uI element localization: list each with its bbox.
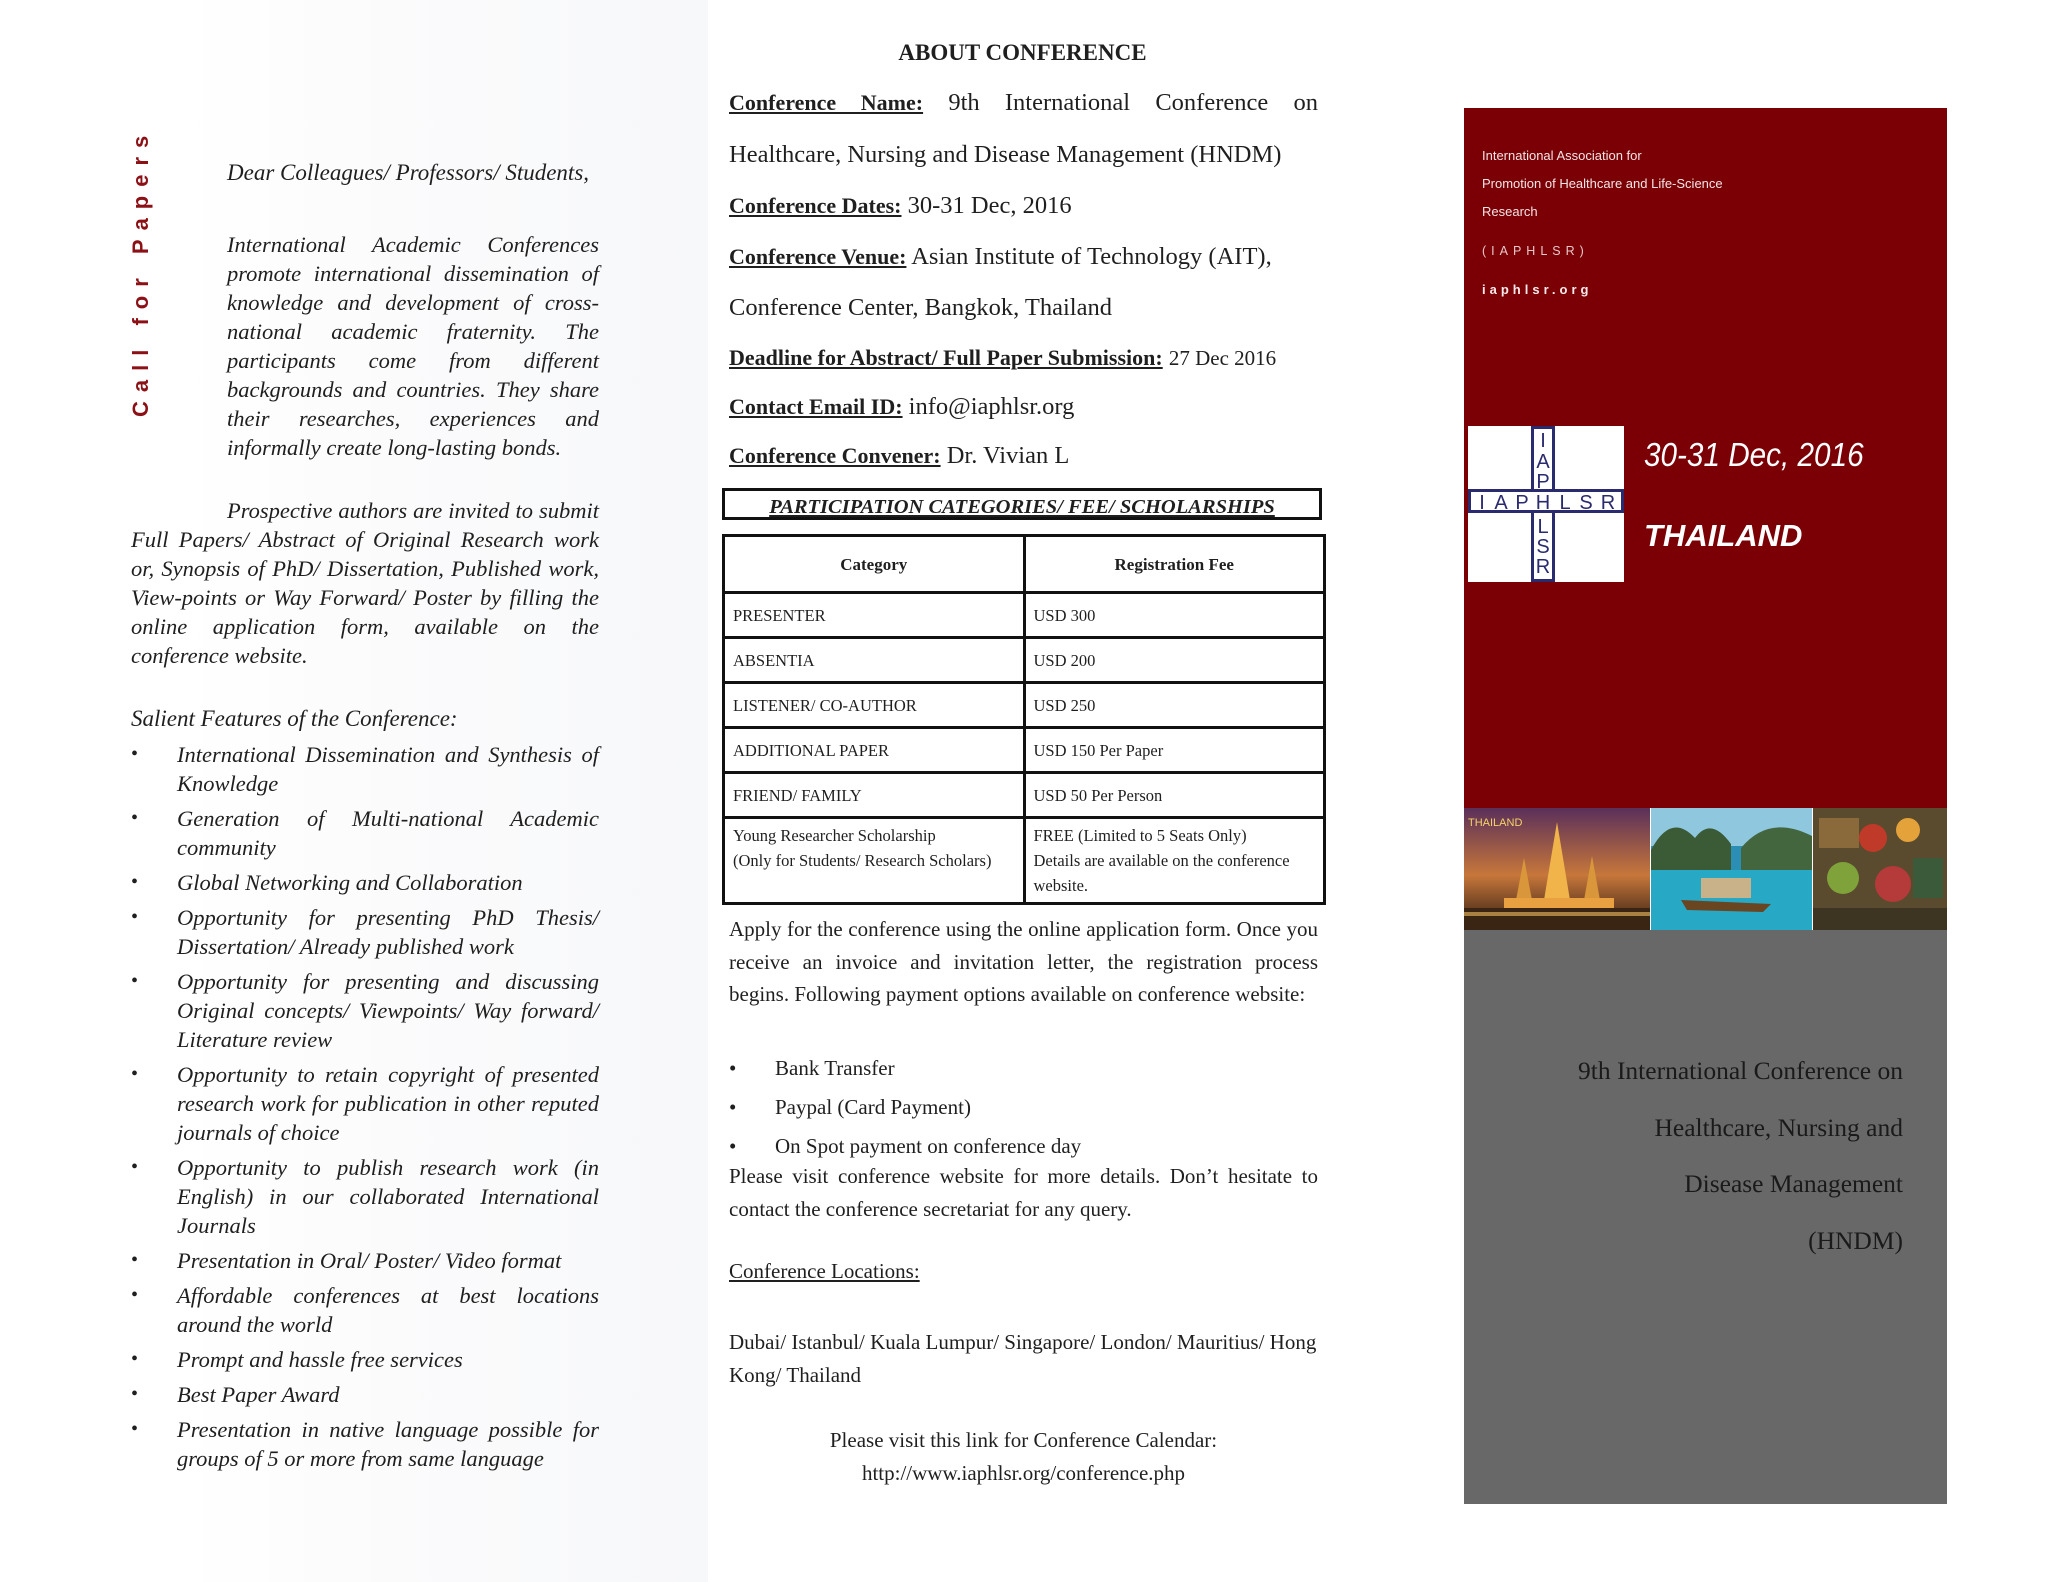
conference-name-line-2: Healthcare, Nursing and Disease Management (HNDM) — [729, 141, 1282, 168]
calendar-block — [729, 1424, 1318, 1490]
logo-letter: I — [1540, 430, 1546, 452]
cover-title-line: Disease Management — [1684, 1169, 1903, 1198]
calendar-link[interactable]: http://www.iaphlsr.org/conference.php — [861, 1461, 1186, 1485]
category-cell: ADDITIONAL PAPER — [724, 728, 1025, 773]
cover-panel — [1464, 108, 1947, 1504]
bullet-icon: • — [131, 1249, 139, 1271]
fee-cell: USD 200 — [1024, 638, 1325, 683]
bullet-icon: • — [131, 743, 139, 765]
convener-label: Conference Convener: — [729, 443, 941, 468]
apply-paragraph: Apply for the conference using the online application form. Once you receive an invoice and invitation letter, the registration process begins. Following payment options available on conference website: — [729, 917, 1318, 1006]
fee-cell: USD 50 Per Person — [1024, 773, 1325, 818]
list-item: • Prompt and hassle free services — [131, 1347, 463, 1372]
cover-gray-block — [1464, 930, 1947, 1504]
list-item: • Opportunity to retain copyright of presented research work for publication in other reputed journals of choice — [131, 1062, 599, 1145]
locations-text: Dubai/ Istanbul/ Kuala Lumpur/ Singapore/ London/ Mauritius/ Hong Kong/ Thailand — [729, 1330, 1317, 1387]
list-item: • Best Paper Award — [131, 1382, 340, 1407]
category-cell: LISTENER/ CO-AUTHOR — [724, 683, 1025, 728]
deadline-value: 27 Dec 2016 — [1168, 346, 1277, 370]
conference-name-value: 9th International Conference on — [948, 89, 1318, 116]
logo-letter: S — [1579, 492, 1593, 514]
scholarship-category: Young Researcher Scholarship — [733, 826, 936, 845]
contact-email-line — [729, 382, 1318, 432]
intro-paragraph: International Academic Conferences promote international dissemination of knowledge and development of cross-national academic fraternity. The participants come from different backgrounds and countries. They share their researches, experiences and informally create long-lasting bonds. — [227, 232, 599, 460]
deadline-line — [729, 333, 1318, 383]
logo-letter: L — [1537, 516, 1549, 538]
fee-cell: USD 150 Per Paper — [1024, 728, 1325, 773]
organization-line: International Association for — [1482, 148, 1642, 163]
bullet-icon: • — [729, 1095, 737, 1119]
table-row — [724, 773, 1325, 818]
list-item: • Presentation in native language possible for groups of 5 or more from same language — [131, 1417, 599, 1471]
organization-line: Promotion of Healthcare and Life-Science — [1482, 176, 1723, 191]
bullet-icon: • — [131, 1156, 139, 1178]
about-conference-title: ABOUT CONFERENCE — [898, 40, 1147, 65]
table-row — [724, 683, 1325, 728]
thailand-photo-strip — [1464, 808, 1947, 930]
cover-conference-title — [1483, 1043, 1903, 1269]
visit-paragraph: Please visit conference website for more details. Don’t hesitate to contact the conference secretariat for any query. — [729, 1164, 1318, 1221]
logo-letter: L — [1559, 492, 1571, 514]
list-item: • Paypal (Card Payment) — [729, 1088, 1081, 1127]
bullet-icon: • — [131, 1418, 139, 1440]
list-item: • Presentation in Oral/ Poster/ Video format — [131, 1248, 562, 1273]
logo-letter: H — [1535, 492, 1551, 514]
category-cell: FRIEND/ FAMILY — [724, 773, 1025, 818]
conference-name-label: Conference Name: — [729, 90, 924, 115]
cover-country: THAILAND — [1644, 518, 1803, 553]
logo-letter: A — [1494, 492, 1508, 514]
iaphlsr-logo — [1468, 426, 1624, 582]
cover-title-line: (HNDM) — [1808, 1225, 1903, 1255]
left-panel — [0, 0, 708, 1582]
cover-red-block — [1464, 108, 1947, 808]
conference-venue-value: Asian Institute of Technology (AIT), — [911, 243, 1272, 270]
logo-letter: A — [1536, 451, 1550, 473]
list-item: • Bank Transfer — [729, 1049, 1081, 1088]
payment-options-list — [729, 1049, 1081, 1166]
table-row — [724, 638, 1325, 683]
conference-dates-label: Conference Dates: — [729, 193, 902, 218]
logo-letter: P — [1536, 471, 1550, 493]
bullet-icon: • — [131, 1284, 139, 1306]
cover-date: 30-31 Dec, 2016 — [1644, 436, 1864, 473]
bullet-icon: • — [729, 1134, 737, 1158]
list-item: • Opportunity to publish research work (in English) in our collaborated International Journals — [131, 1155, 599, 1238]
category-cell: ABSENTIA — [724, 638, 1025, 683]
column-header: Category — [724, 536, 1025, 593]
conference-name-line — [729, 78, 1318, 128]
scholarship-details: Details are available on the conference website. — [1033, 851, 1290, 895]
column-header: Registration Fee — [1024, 536, 1325, 593]
conference-dates-line — [729, 181, 1318, 231]
locations-title: Conference Locations: — [729, 1259, 920, 1283]
logo-letter: P — [1515, 492, 1529, 514]
floating-market-photo — [1813, 808, 1947, 930]
features-list — [131, 740, 599, 1479]
photo-caption: THAILAND — [1468, 817, 1523, 829]
bullet-icon: • — [131, 906, 139, 928]
conference-venue-line-2: Conference Center, Bangkok, Thailand — [729, 294, 1112, 321]
logo-letter: S — [1536, 536, 1550, 558]
call-for-papers-title: Call for Papers — [128, 126, 153, 418]
cover-title-line: Healthcare, Nursing and — [1654, 1112, 1903, 1142]
logo-letter: R — [1600, 492, 1616, 514]
bullet-icon: • — [131, 871, 139, 893]
calendar-text: Please visit this link for Conference Calendar: — [829, 1428, 1218, 1452]
table-row — [724, 728, 1325, 773]
organization-line: Research — [1482, 204, 1538, 219]
cover-title-line: 9th International Conference on — [1577, 1056, 1903, 1085]
fee-cell: USD 250 — [1024, 683, 1325, 728]
list-item: • International Dissemination and Synthesis of Knowledge — [131, 742, 599, 796]
list-item: • Opportunity for presenting PhD Thesis/ Dissertation/ Already published work — [131, 905, 599, 959]
fees-table — [722, 534, 1326, 905]
temple-photo — [1464, 808, 1650, 930]
deadline-label: Deadline for Abstract/ Full Paper Submission: — [729, 345, 1163, 370]
bullet-icon: • — [131, 1383, 139, 1405]
fee-cell: USD 300 — [1024, 593, 1325, 638]
list-item: • Affordable conferences at best locations around the world — [131, 1283, 599, 1337]
organization-abbreviation: (IAPHLSR) — [1482, 244, 1589, 258]
conference-venue-label: Conference Venue: — [729, 244, 907, 269]
table-row — [724, 593, 1325, 638]
convener-line — [729, 431, 1318, 481]
table-header-row — [724, 536, 1325, 593]
category-cell: PRESENTER — [724, 593, 1025, 638]
logo-letter: I — [1479, 492, 1485, 514]
table-row — [724, 818, 1325, 904]
list-item: • Generation of Multi-national Academic community — [131, 806, 599, 860]
list-item: • On Spot payment on conference day — [729, 1127, 1081, 1166]
bullet-icon: • — [131, 1348, 139, 1370]
category-cell — [724, 818, 1025, 904]
organization-name — [1482, 142, 1782, 226]
bullet-icon: • — [131, 970, 139, 992]
bullet-icon: • — [131, 807, 139, 829]
beach-photo — [1651, 808, 1812, 930]
salutation: Dear Colleagues/ Professors/ Students, — [227, 160, 590, 185]
participation-categories-title: PARTICIPATION CATEGORIES/ FEE/ SCHOLARSHIPS — [722, 488, 1322, 520]
bullet-icon: • — [131, 1063, 139, 1085]
invite-paragraph: Prospective authors are invited to submit Full Papers/ Abstract of Original Research work or, Synopsis of PhD/ Dissertation, Published work, View-points or Way Forward/ Poster by filling the online application form, available on the conference website. — [131, 498, 599, 668]
fee-cell — [1024, 818, 1325, 904]
scholarship-fee: FREE (Limited to 5 Seats Only) — [1033, 826, 1247, 845]
conference-venue-line — [729, 232, 1318, 282]
bullet-icon: • — [729, 1056, 737, 1080]
organization-website[interactable]: iaphlsr.org — [1482, 282, 1593, 297]
conference-dates-value: 30-31 Dec, 2016 — [907, 192, 1072, 219]
logo-letter: R — [1535, 556, 1551, 578]
contact-email-label: Contact Email ID: — [729, 394, 903, 419]
contact-email-value[interactable]: info@iaphlsr.org — [908, 393, 1075, 420]
convener-value: Dr. Vivian L — [946, 442, 1070, 469]
list-item: • Opportunity for presenting and discussing Original concepts/ Viewpoints/ Way forward/ Literature review — [131, 969, 599, 1052]
list-item: • Global Networking and Collaboration — [131, 870, 523, 895]
scholarship-eligibility: (Only for Students/ Research Scholars) — [733, 851, 992, 870]
features-title: Salient Features of the Conference: — [131, 706, 458, 731]
